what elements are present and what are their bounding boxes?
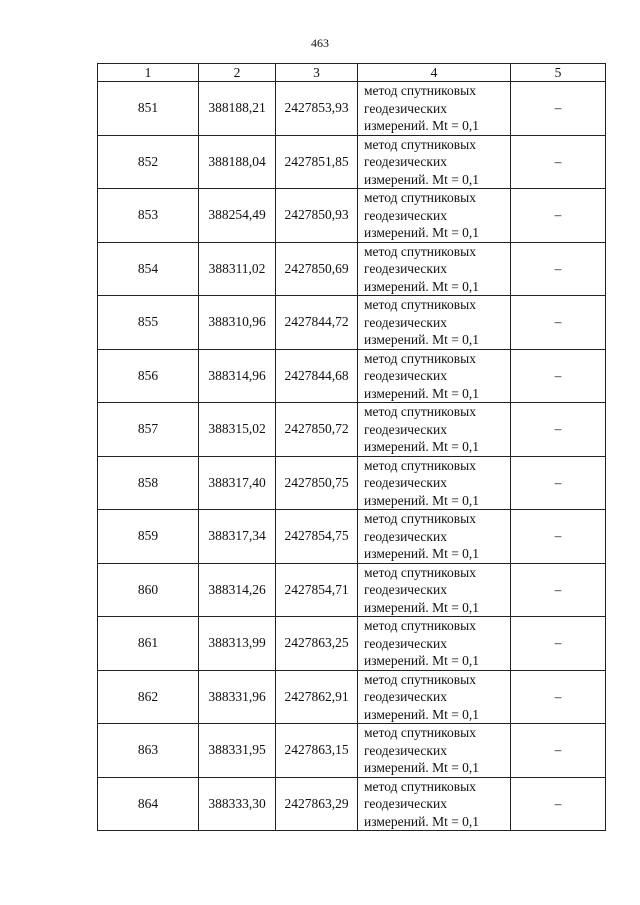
method-cell <box>358 242 511 296</box>
column-header-1: 1 <box>98 64 199 82</box>
method-line: геодезических <box>364 475 447 490</box>
page-number: 463 <box>311 36 329 50</box>
method-line: метод спутниковых <box>364 671 476 687</box>
note-cell: – <box>511 403 606 457</box>
method-line: измерений. Mt = 0,1 <box>364 225 480 240</box>
note-cell: – <box>511 82 606 136</box>
note-cell: – <box>511 456 606 510</box>
method-line: измерений. Mt = 0,1 <box>364 813 480 829</box>
y-coordinate-cell: 2427844,68 <box>276 349 358 403</box>
table-row <box>98 670 606 724</box>
method-line: измерений. Mt = 0,1 <box>364 439 480 454</box>
y-coordinate-cell: 2427850,75 <box>276 456 358 510</box>
method-line: метод спутниковых <box>364 297 476 312</box>
point-number-cell: 860 <box>98 563 199 617</box>
note-cell: – <box>511 617 606 671</box>
method-line: геодезических <box>364 742 447 758</box>
point-number-cell: 859 <box>98 510 199 564</box>
method-line: геодезических <box>364 528 447 544</box>
method-line: метод спутниковых <box>364 511 476 526</box>
y-coordinate-cell: 2427863,25 <box>276 617 358 671</box>
note-cell: – <box>511 135 606 189</box>
note-cell: – <box>511 510 606 564</box>
x-coordinate-cell: 388331,96 <box>199 670 276 724</box>
table-row <box>98 403 606 457</box>
column-header-3: 3 <box>276 64 358 82</box>
point-number-cell: 862 <box>98 670 199 724</box>
table-row <box>98 242 606 296</box>
y-coordinate-cell: 2427863,29 <box>276 777 358 831</box>
y-coordinate-cell: 2427844,72 <box>276 296 358 350</box>
method-line: метод спутниковых <box>364 457 476 473</box>
method-line: геодезических <box>364 154 447 169</box>
table-body <box>98 82 606 831</box>
point-number-cell: 851 <box>98 82 199 136</box>
y-coordinate-cell: 2427854,71 <box>276 563 358 617</box>
method-line: геодезических <box>364 100 447 116</box>
method-cell <box>358 135 511 189</box>
column-header-2: 2 <box>199 64 276 82</box>
table-row <box>98 296 606 350</box>
method-line: измерений. Mt = 0,1 <box>364 492 480 508</box>
x-coordinate-cell: 388315,02 <box>199 403 276 457</box>
note-cell: – <box>511 242 606 296</box>
method-line: геодезических <box>364 314 447 330</box>
method-cell <box>358 456 511 510</box>
method-line: метод спутниковых <box>364 350 476 366</box>
table-row <box>98 724 606 778</box>
x-coordinate-cell: 388314,96 <box>199 349 276 403</box>
table-row <box>98 456 606 510</box>
point-number-cell: 858 <box>98 456 199 510</box>
table-row <box>98 617 606 671</box>
point-number-cell: 855 <box>98 296 199 350</box>
note-cell: – <box>511 296 606 350</box>
point-number-cell: 864 <box>98 777 199 831</box>
note-cell: – <box>511 349 606 403</box>
y-coordinate-cell: 2427850,72 <box>276 403 358 457</box>
method-line: геодезических <box>364 261 447 276</box>
point-number-cell: 856 <box>98 349 199 403</box>
method-cell <box>358 510 511 564</box>
method-line: геодезических <box>364 421 447 437</box>
point-number-cell: 854 <box>98 242 199 296</box>
x-coordinate-cell: 388313,99 <box>199 617 276 671</box>
method-cell <box>358 296 511 350</box>
method-line: измерений. Mt = 0,1 <box>364 385 480 401</box>
column-header-5: 5 <box>511 64 606 82</box>
method-line: геодезических <box>364 368 447 383</box>
method-line: измерений. Mt = 0,1 <box>364 118 480 133</box>
method-cell <box>358 777 511 831</box>
point-number-cell: 852 <box>98 135 199 189</box>
method-cell <box>358 617 511 671</box>
method-cell <box>358 82 511 136</box>
coordinates-table <box>97 63 606 831</box>
method-line: измерений. Mt = 0,1 <box>364 278 480 294</box>
method-line: измерений. Mt = 0,1 <box>364 332 480 347</box>
table-header-row <box>98 64 606 82</box>
method-line: измерений. Mt = 0,1 <box>364 706 480 722</box>
method-cell <box>358 563 511 617</box>
table-row <box>98 777 606 831</box>
x-coordinate-cell: 388311,02 <box>199 242 276 296</box>
method-line: метод спутниковых <box>364 136 476 152</box>
table-row <box>98 349 606 403</box>
note-cell: – <box>511 189 606 243</box>
method-line: метод спутниковых <box>364 190 476 205</box>
y-coordinate-cell: 2427862,91 <box>276 670 358 724</box>
method-line: измерений. Mt = 0,1 <box>364 760 480 775</box>
method-cell <box>358 670 511 724</box>
x-coordinate-cell: 388254,49 <box>199 189 276 243</box>
method-line: метод спутниковых <box>364 243 476 259</box>
x-coordinate-cell: 388317,34 <box>199 510 276 564</box>
x-coordinate-cell: 388188,21 <box>199 82 276 136</box>
point-number-cell: 863 <box>98 724 199 778</box>
x-coordinate-cell: 388333,30 <box>199 777 276 831</box>
x-coordinate-cell: 388314,26 <box>199 563 276 617</box>
table-row <box>98 82 606 136</box>
y-coordinate-cell: 2427851,85 <box>276 135 358 189</box>
method-line: метод спутниковых <box>364 83 476 98</box>
point-number-cell: 861 <box>98 617 199 671</box>
method-line: геодезических <box>364 207 447 223</box>
note-cell: – <box>511 724 606 778</box>
method-line: измерений. Mt = 0,1 <box>364 599 480 615</box>
method-line: измерений. Mt = 0,1 <box>364 171 480 187</box>
method-cell <box>358 189 511 243</box>
table-row <box>98 189 606 243</box>
x-coordinate-cell: 388310,96 <box>199 296 276 350</box>
y-coordinate-cell: 2427850,69 <box>276 242 358 296</box>
method-cell <box>358 403 511 457</box>
point-number-cell: 857 <box>98 403 199 457</box>
method-line: измерений. Mt = 0,1 <box>364 546 480 561</box>
note-cell: – <box>511 777 606 831</box>
y-coordinate-cell: 2427850,93 <box>276 189 358 243</box>
method-line: геодезических <box>364 796 447 811</box>
method-line: измерений. Mt = 0,1 <box>364 653 480 668</box>
method-cell <box>358 349 511 403</box>
method-cell <box>358 724 511 778</box>
point-number-cell: 853 <box>98 189 199 243</box>
y-coordinate-cell: 2427854,75 <box>276 510 358 564</box>
y-coordinate-cell: 2427863,15 <box>276 724 358 778</box>
method-line: метод спутниковых <box>364 778 476 794</box>
y-coordinate-cell: 2427853,93 <box>276 82 358 136</box>
method-line: геодезических <box>364 635 447 651</box>
method-line: геодезических <box>364 582 447 597</box>
note-cell: – <box>511 670 606 724</box>
table-row <box>98 135 606 189</box>
table-row <box>98 510 606 564</box>
x-coordinate-cell: 388331,95 <box>199 724 276 778</box>
method-line: метод спутниковых <box>364 404 476 419</box>
note-cell: – <box>511 563 606 617</box>
method-line: геодезических <box>364 689 447 704</box>
x-coordinate-cell: 388317,40 <box>199 456 276 510</box>
method-line: метод спутниковых <box>364 564 476 580</box>
method-line: метод спутниковых <box>364 725 476 740</box>
table-row <box>98 563 606 617</box>
x-coordinate-cell: 388188,04 <box>199 135 276 189</box>
column-header-4: 4 <box>358 64 511 82</box>
method-line: метод спутниковых <box>364 618 476 633</box>
